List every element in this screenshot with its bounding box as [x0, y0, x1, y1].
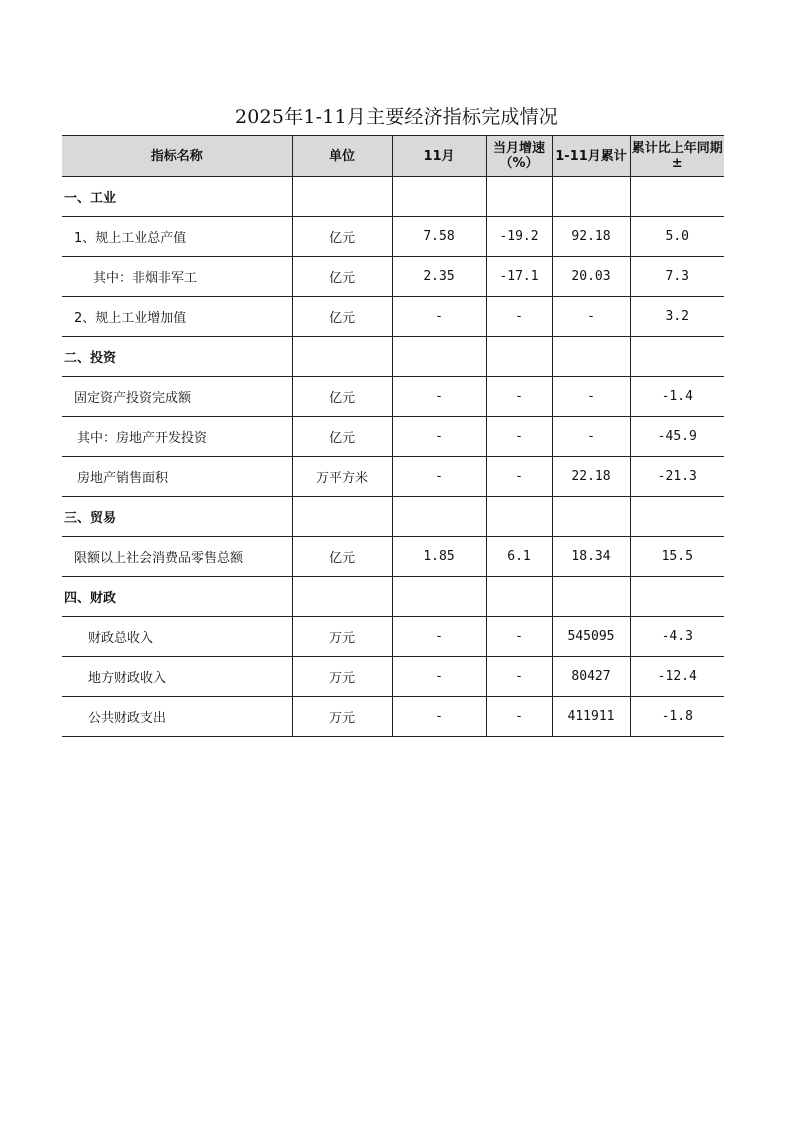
cell-cumulative: 92.18	[552, 217, 630, 257]
cell-yoy	[630, 177, 724, 217]
cell-unit	[292, 497, 392, 537]
cell-month: -	[392, 377, 486, 417]
cell-unit: 亿元	[292, 257, 392, 297]
cell-indicator-name: 1、规上工业总产值	[62, 217, 292, 257]
cell-indicator-name: 2、规上工业增加值	[62, 297, 292, 337]
cell-yoy: 15.5	[630, 537, 724, 577]
header-indicator-name: 指标名称	[62, 136, 292, 177]
cell-yoy: 3.2	[630, 297, 724, 337]
cell-yoy: -21.3	[630, 457, 724, 497]
cell-unit: 亿元	[292, 217, 392, 257]
cell-cumulative: -	[552, 297, 630, 337]
table-row	[62, 177, 724, 217]
cell-unit: 万元	[292, 657, 392, 697]
cell-growth: -	[486, 657, 552, 697]
cell-yoy: -4.3	[630, 617, 724, 657]
section-heading: 四、财政	[62, 577, 292, 617]
cell-month: -	[392, 657, 486, 697]
cell-unit: 亿元	[292, 297, 392, 337]
header-cumulative: 1-11月累计	[552, 136, 630, 177]
cell-unit: 亿元	[292, 417, 392, 457]
cell-indicator-name: 其中：非烟非军工	[62, 257, 292, 297]
cell-month: -	[392, 457, 486, 497]
header-month: 11月	[392, 136, 486, 177]
table-row	[62, 417, 724, 457]
cell-indicator-name: 财政总收入	[62, 617, 292, 657]
cell-cumulative: 22.18	[552, 457, 630, 497]
cell-growth: -17.1	[486, 257, 552, 297]
header-yoy-change: 累计比上年同期±	[630, 136, 724, 177]
indicator-table	[62, 135, 724, 737]
cell-growth	[486, 497, 552, 537]
cell-yoy: 7.3	[630, 257, 724, 297]
cell-month: -	[392, 417, 486, 457]
cell-unit: 亿元	[292, 537, 392, 577]
table-row	[62, 537, 724, 577]
table-row	[62, 697, 724, 737]
cell-growth: -	[486, 697, 552, 737]
cell-yoy	[630, 577, 724, 617]
cell-growth: -	[486, 417, 552, 457]
table-row	[62, 217, 724, 257]
cell-cumulative: 545095	[552, 617, 630, 657]
cell-growth: -19.2	[486, 217, 552, 257]
cell-indicator-name: 房地产销售面积	[62, 457, 292, 497]
cell-cumulative	[552, 177, 630, 217]
cell-cumulative: 18.34	[552, 537, 630, 577]
section-heading: 三、贸易	[62, 497, 292, 537]
cell-growth: 6.1	[486, 537, 552, 577]
cell-indicator-name: 限额以上社会消费品零售总额	[62, 537, 292, 577]
cell-month: -	[392, 697, 486, 737]
page-title: 2025年1-11月主要经济指标完成情况	[234, 106, 559, 128]
cell-yoy: -1.4	[630, 377, 724, 417]
table-row	[62, 457, 724, 497]
cell-cumulative	[552, 577, 630, 617]
cell-unit	[292, 177, 392, 217]
cell-month: 2.35	[392, 257, 486, 297]
cell-indicator-name: 固定资产投资完成额	[62, 377, 292, 417]
cell-month: -	[392, 617, 486, 657]
cell-growth	[486, 337, 552, 377]
table-row	[62, 657, 724, 697]
cell-indicator-name: 地方财政收入	[62, 657, 292, 697]
cell-growth	[486, 177, 552, 217]
header-unit: 单位	[292, 136, 392, 177]
cell-unit: 亿元	[292, 377, 392, 417]
cell-cumulative	[552, 497, 630, 537]
cell-month: 7.58	[392, 217, 486, 257]
cell-unit: 万元	[292, 617, 392, 657]
cell-month	[392, 577, 486, 617]
cell-month: -	[392, 297, 486, 337]
cell-cumulative: 80427	[552, 657, 630, 697]
cell-cumulative: 411911	[552, 697, 630, 737]
table-row	[62, 577, 724, 617]
cell-month	[392, 177, 486, 217]
cell-yoy: -1.8	[630, 697, 724, 737]
cell-month	[392, 497, 486, 537]
cell-unit: 万平方米	[292, 457, 392, 497]
cell-growth: -	[486, 297, 552, 337]
cell-unit: 万元	[292, 697, 392, 737]
table-row	[62, 497, 724, 537]
cell-yoy: -12.4	[630, 657, 724, 697]
cell-indicator-name: 公共财政支出	[62, 697, 292, 737]
table-header-row	[62, 136, 724, 177]
header-monthly-growth: 当月增速（%）	[486, 136, 552, 177]
cell-unit	[292, 337, 392, 377]
cell-month: 1.85	[392, 537, 486, 577]
section-heading: 一、工业	[62, 177, 292, 217]
table-row	[62, 257, 724, 297]
cell-yoy	[630, 497, 724, 537]
section-heading: 二、投资	[62, 337, 292, 377]
cell-growth: -	[486, 617, 552, 657]
cell-growth	[486, 577, 552, 617]
cell-growth: -	[486, 377, 552, 417]
cell-yoy: -45.9	[630, 417, 724, 457]
cell-cumulative: -	[552, 417, 630, 457]
cell-unit	[292, 577, 392, 617]
cell-month	[392, 337, 486, 377]
table-row	[62, 617, 724, 657]
cell-growth: -	[486, 457, 552, 497]
cell-cumulative: -	[552, 377, 630, 417]
cell-yoy	[630, 337, 724, 377]
cell-indicator-name: 其中：房地产开发投资	[62, 417, 292, 457]
cell-cumulative: 20.03	[552, 257, 630, 297]
table-row	[62, 337, 724, 377]
cell-cumulative	[552, 337, 630, 377]
table-row	[62, 377, 724, 417]
table-row	[62, 297, 724, 337]
cell-yoy: 5.0	[630, 217, 724, 257]
